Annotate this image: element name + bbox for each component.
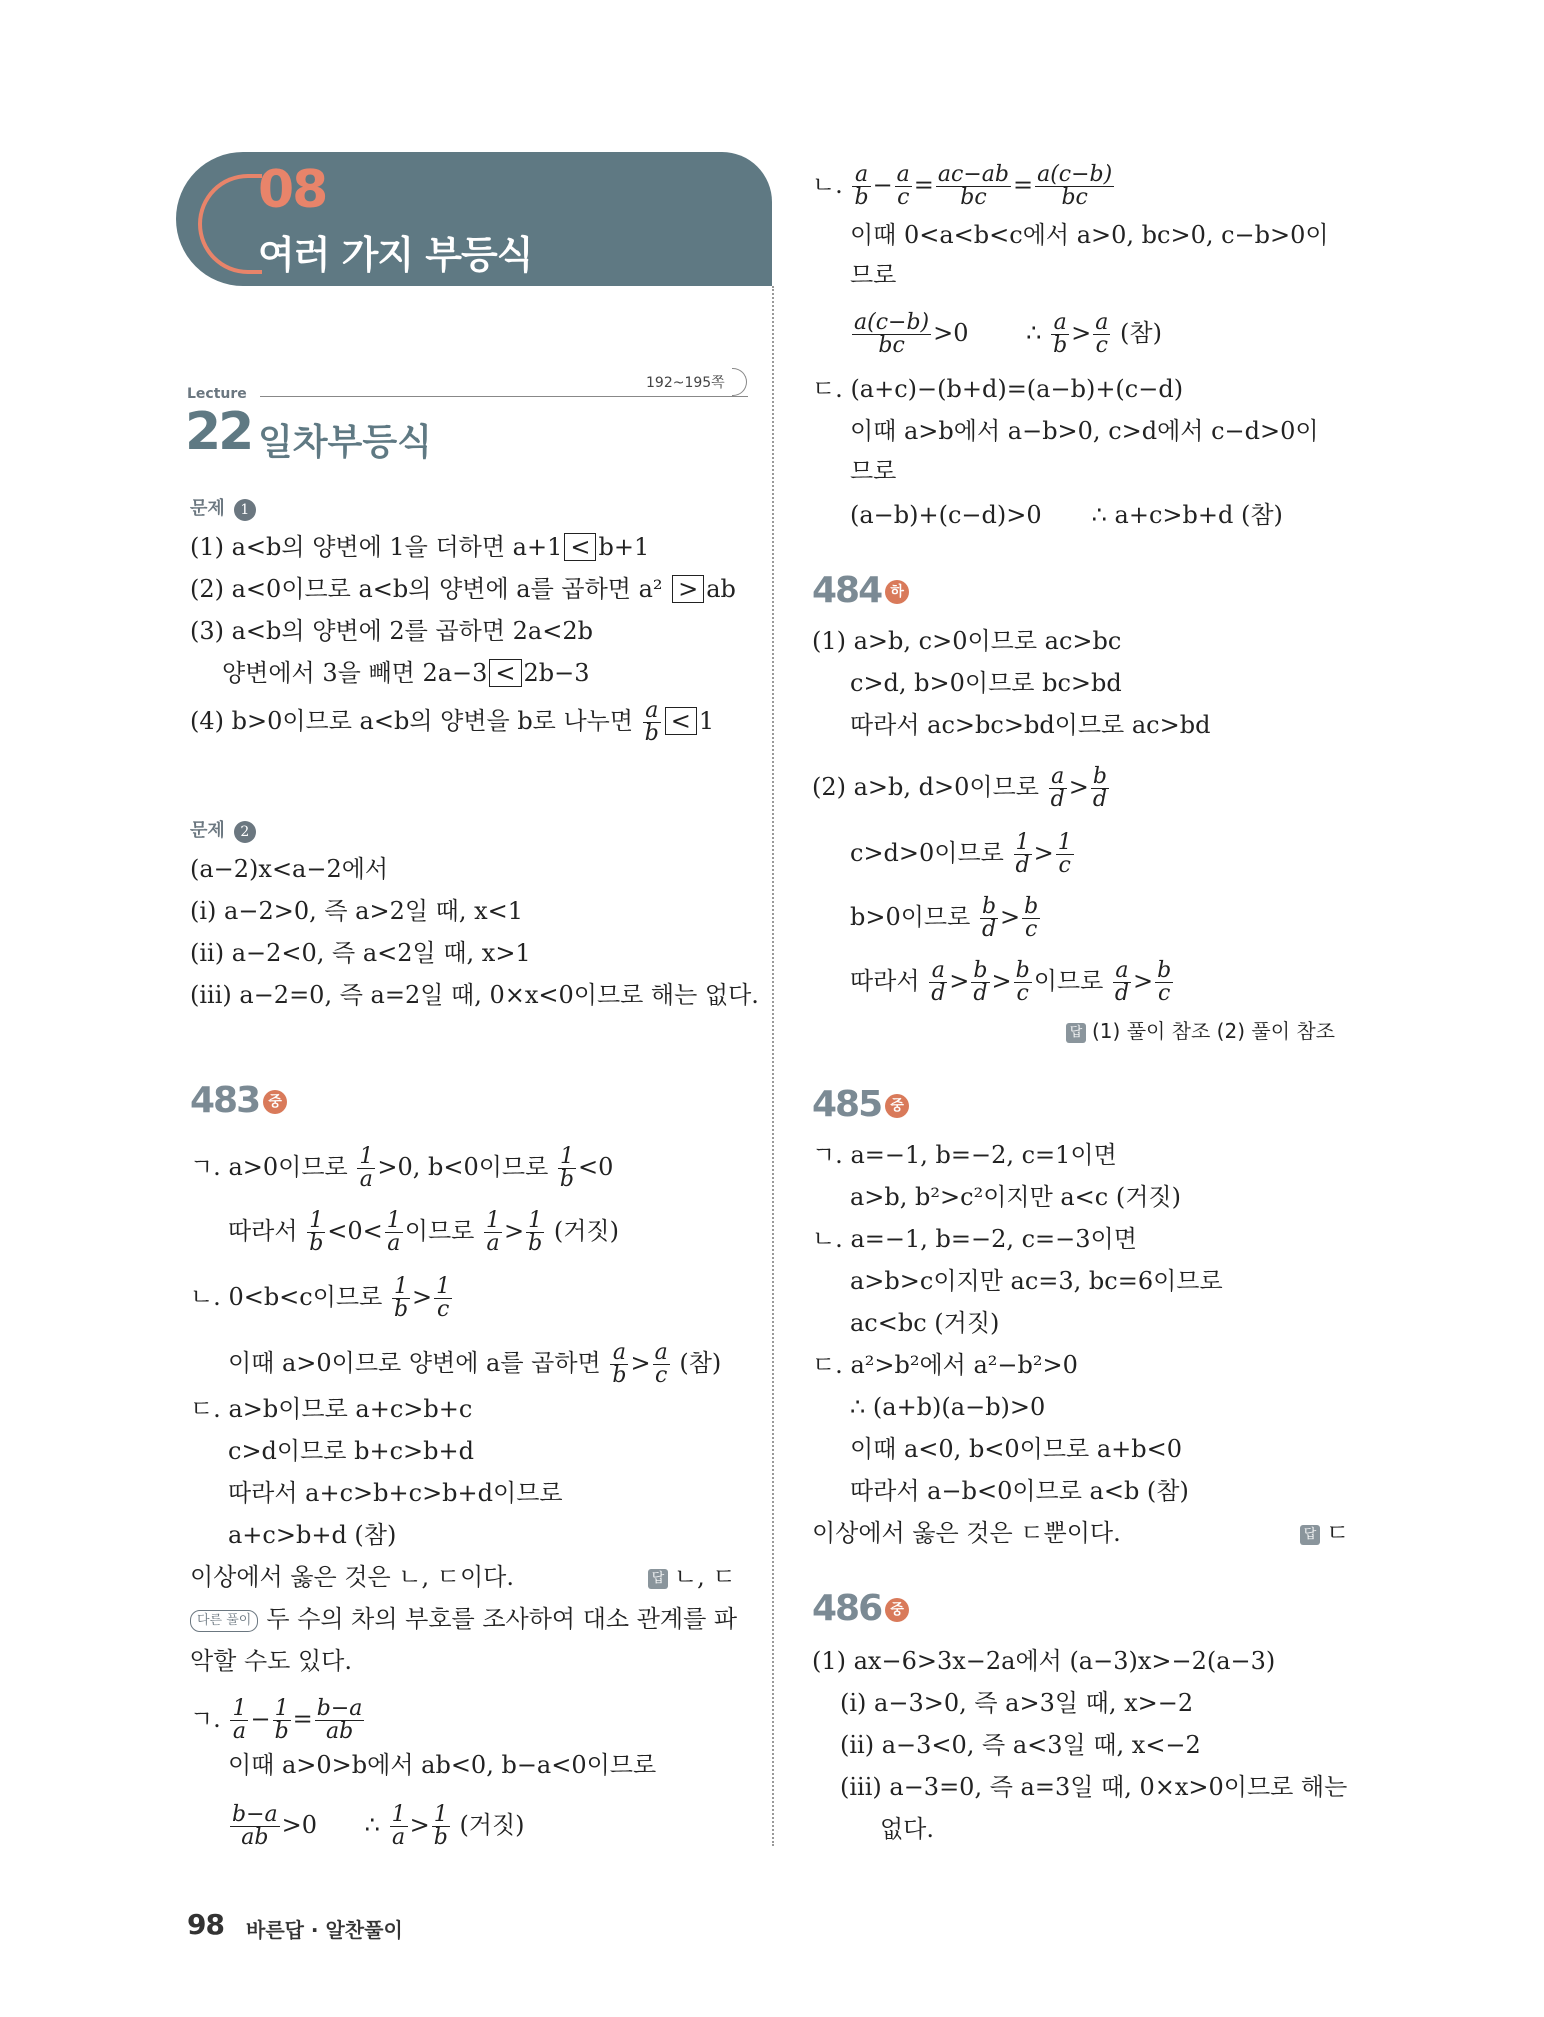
problem-483-heading: 483 중 [190,1080,287,1121]
problem-1-number: 1 [234,499,256,521]
problem-483-line-2: 따라서 $\frac{1}{b}$ <0< $\frac{1}{a}$ 이므로 $\frac{1}{a}$ > $\frac{1}{b}$ (거짓) [228,1208,619,1256]
answer-box: > [672,575,704,603]
fraction: $\frac{1}{c}$ [436,1274,451,1322]
problem-483-line-8: a+c>b+d (참) [228,1521,397,1549]
fraction: $\frac{1}{b}$ [433,1802,448,1850]
right-continued-line-7: 므로 [850,457,897,485]
problem-483-line-7: 따라서 a+c>b+c>b+d이므로 [228,1479,563,1507]
problem-485-line-5: ac<bc (거짓) [850,1309,1000,1337]
fraction: $\frac{a}{b}$ [854,162,869,210]
fraction: $\frac{b}{d}$ [981,894,997,942]
chapter-arc-icon [198,174,262,274]
problem-485-line-1: ㄱ. a=−1, b=−2, c=1이면 [812,1141,1117,1169]
fraction: $\frac{1}{a}$ [486,1208,500,1256]
problem-1-line-4: 양변에서 3을 빼면 2a−3 < 2b−3 [222,659,590,687]
problem-2-line-2: (i) a−2>0, 즉 a>2일 때, x<1 [190,897,524,925]
problem-483-line-3: ㄴ. 0<b<c이므로 $\frac{1}{b}$ > $\frac{1}{c}$ [190,1274,451,1322]
lecture-title: 일차부등식 [258,422,432,463]
right-continued-line-6: 이때 a>b에서 a−b>0, c>d에서 c−d>0이 [850,417,1319,445]
problem-484-line-6: b>0이므로 $\frac{b}{d}$ > $\frac{b}{c}$ [850,894,1039,942]
fraction: $\frac{a(c-b)}{bc}$ [854,310,930,358]
problem-485-heading: 485 중 [812,1084,909,1125]
fraction: $\frac{1}{a}$ [386,1208,401,1256]
right-continued-line-3: 므로 [850,261,897,289]
problem-483-line-4: 이때 a>0이므로 양변에 a를 곱하면 $\frac{a}{b}$ > $\frac{a}{c}$ (참) [228,1340,722,1388]
problem-483-alt-4: 이때 a>0>b에서 ab<0, b−a<0이므로 [228,1751,657,1779]
fraction: $\frac{a}{b}$ [612,1340,627,1388]
lecture-pages-bracket [732,368,747,396]
page-number: 98 [187,1908,224,1941]
problem-483-line-1: ㄱ. a>0이므로 $\frac{1}{a}$ >0, b<0이므로 $\frac{1}{b}$ <0 [190,1144,614,1192]
problem-2-line-4: (iii) a−2=0, 즉 a=2일 때, 0×x<0이므로 해는 없다. [190,981,759,1009]
problem-2-heading [190,816,256,843]
problem-484-line-1: (1) a>b, c>0이므로 ac>bc [812,627,1122,655]
answer-mark-icon: 답 [648,1569,668,1589]
problem-483-alt-3: ㄱ. $\frac{1}{a}$ − $\frac{1}{b}$ = $\frac{b-a}{ab}$ [190,1696,363,1744]
fraction: $\frac{a}{b}$ [644,698,659,746]
problem-483-line-5: ㄷ. a>b이므로 a+c>b+c [190,1395,473,1423]
fraction: $\frac{a(c-b)}{bc}$ [1037,162,1113,210]
problem-483-conclusion: 이상에서 옳은 것은 ㄴ, ㄷ이다. [190,1563,514,1591]
fraction: $\frac{b-a}{ab}$ [232,1802,278,1850]
problem-485-line-7: ∴ (a+b)(a−b)>0 [850,1393,1046,1421]
problem-485-line-8: 이때 a<0, b<0이므로 a+b<0 [850,1435,1183,1463]
alternative-solution-badge: 다른 풀이 [190,1610,258,1632]
problem-484-line-5: c>d>0이므로 $\frac{1}{d}$ > $\frac{1}{c}$ [850,830,1072,878]
right-continued-line-5: ㄷ. (a+c)−(b+d)=(a−b)+(c−d) [812,375,1184,403]
problem-485-line-6: ㄷ. a²>b²에서 a²−b²>0 [812,1351,1078,1379]
fraction: $\frac{a}{c}$ [896,162,910,210]
problem-486-heading: 486 중 [812,1588,909,1629]
lecture-pages: 192~195쪽 [646,375,725,391]
problem-484-line-3: 따라서 ac>bc>bd이므로 ac>bd [850,711,1211,739]
chapter-banner [176,152,772,286]
problem-2-line-1: (a−2)x<a−2에서 [190,855,389,883]
difficulty-badge: 중 [885,1094,909,1118]
answer-box: < [564,533,596,561]
fraction: $\frac{b-a}{ab}$ [316,1696,363,1744]
problem-483-alt-2: 악할 수도 있다. [190,1647,352,1675]
fraction: $\frac{1}{b}$ [559,1144,574,1192]
fraction: $\frac{1}{b}$ [274,1696,289,1744]
fraction: $\frac{1}{a}$ [359,1144,374,1192]
fraction: $\frac{a}{c}$ [1095,310,1109,358]
problem-484-answer: 답 (1) 풀이 참조 (2) 풀이 참조 [1066,1016,1335,1046]
problem-486-line-4: (iii) a−3=0, 즉 a=3일 때, 0×x>0이므로 해는 [840,1773,1348,1801]
problem-1-line-2: (2) a<0이므로 a<b의 양변에 a를 곱하면 a² > ab [190,575,736,603]
fraction: $\frac{b}{d}$ [1092,764,1107,812]
problem-1-label: 문제 [190,498,225,519]
answer-mark-icon: 답 [1066,1023,1086,1043]
right-continued-line-1: ㄴ. $\frac{a}{b}$ − $\frac{a}{c}$ = $\frac{ac-ab}{bc}$ = $\frac{a(c-b)}{bc}$ [812,162,1113,210]
problem-486-line-5: 없다. [880,1815,934,1843]
problem-486-line-3: (ii) a−3<0, 즉 a<3일 때, x<−2 [840,1731,1201,1759]
problem-485-conclusion: 이상에서 옳은 것은 ㄷ뿐이다. [812,1519,1121,1547]
fraction: $\frac{1}{a}$ [391,1802,406,1850]
problem-483-alt-5: $\frac{b-a}{ab}$ >0 ∴ $\frac{1}{a}$ > $\frac{1}{b}$ (거짓) [232,1802,525,1850]
difficulty-badge: 중 [885,1598,909,1622]
fraction: $\frac{1}{c}$ [1057,830,1072,878]
fraction: $\frac{a}{d}$ [1050,764,1065,812]
lecture-label: Lecture [187,386,247,402]
problem-485-answer: 답 ㄷ [1300,1518,1349,1548]
problem-2-label: 문제 [190,820,225,841]
fraction: $\frac{1}{a}$ [232,1696,247,1744]
fraction: $\frac{b}{c}$ [1024,894,1039,942]
answer-box: < [489,659,521,687]
fraction: $\frac{ac-ab}{bc}$ [937,162,1009,210]
problem-1-line-3: (3) a<b의 양변에 2를 곱하면 2a<2b [190,617,593,645]
problem-483-answer: 답 ㄴ, ㄷ [648,1562,736,1592]
lecture-number: 22 [185,402,252,462]
fraction: $\frac{b}{c}$ [1157,958,1172,1006]
right-continued-line-4: $\frac{a(c-b)}{bc}$ >0 ∴ $\frac{a}{b}$ > $\frac{a}{c}$ (참) [854,310,1162,358]
problem-486-line-2: (i) a−3>0, 즉 a>3일 때, x>−2 [840,1689,1194,1717]
footer-text: 바른답 · 알찬풀이 [246,1918,403,1942]
problem-485-line-3: ㄴ. a=−1, b=−2, c=−3이면 [812,1225,1137,1253]
fraction: $\frac{b}{d}$ [973,958,988,1006]
fraction: $\frac{1}{d}$ [1015,830,1030,878]
chapter-number: 08 [258,160,327,220]
answer-mark-icon: 답 [1300,1525,1320,1545]
problem-484-heading: 484 하 [812,570,909,611]
fraction: $\frac{a}{b}$ [1053,310,1068,358]
problem-2-line-3: (ii) a−2<0, 즉 a<2일 때, x>1 [190,939,531,967]
right-continued-line-8: (a−b)+(c−d)>0 ∴ a+c>b+d (참) [850,501,1283,529]
column-divider [772,286,774,1846]
answer-box: < [665,707,697,735]
problem-483-alt-1: 다른 풀이 두 수의 차의 부호를 조사하여 대소 관계를 파 [190,1604,737,1634]
fraction: $\frac{1}{b}$ [393,1274,409,1322]
problem-485-line-2: a>b, b²>c²이지만 a<c (거짓) [850,1183,1181,1211]
difficulty-badge: 하 [885,580,909,604]
fraction: $\frac{a}{d}$ [931,958,946,1006]
fraction: $\frac{1}{b}$ [309,1208,324,1256]
problem-486-line-1: (1) ax−6>3x−2a에서 (a−3)x>−2(a−3) [812,1647,1276,1675]
problem-2-number: 2 [234,821,256,843]
fraction: $\frac{a}{c}$ [654,1340,668,1388]
problem-1-line-1: (1) a<b의 양변에 1을 더하면 a+1 < b+1 [190,533,650,561]
problem-1-line-5: (4) b>0이므로 a<b의 양변을 b로 나누면 $\frac{a}{b}$ < 1 [190,698,715,746]
fraction: $\frac{a}{d}$ [1114,958,1129,1006]
problem-485-line-9: 따라서 a−b<0이므로 a<b (참) [850,1477,1189,1505]
problem-484-line-7: 따라서 $\frac{a}{d}$ > $\frac{b}{d}$ > $\frac{b}{c}$ 이므로 $\frac{a}{d}$ > $\frac{b}{c}$ [850,958,1172,1006]
lecture-rule [260,396,748,397]
problem-484-line-4: (2) a>b, d>0이므로 $\frac{a}{d}$ > $\frac{b}{d}$ [812,764,1107,812]
fraction: $\frac{b}{c}$ [1015,958,1030,1006]
chapter-title: 여러 가지 부등식 [258,233,533,277]
problem-484-line-2: c>d, b>0이므로 bc>bd [850,669,1122,697]
problem-1-heading [190,494,256,521]
fraction: $\frac{1}{b}$ [528,1208,543,1256]
difficulty-badge: 중 [263,1090,287,1114]
right-continued-line-2: 이때 0<a<b<c에서 a>0, bc>0, c−b>0이 [850,221,1329,249]
problem-483-line-6: c>d이므로 b+c>b+d [228,1437,474,1465]
problem-485-line-4: a>b>c이지만 ac=3, bc=6이므로 [850,1267,1223,1295]
